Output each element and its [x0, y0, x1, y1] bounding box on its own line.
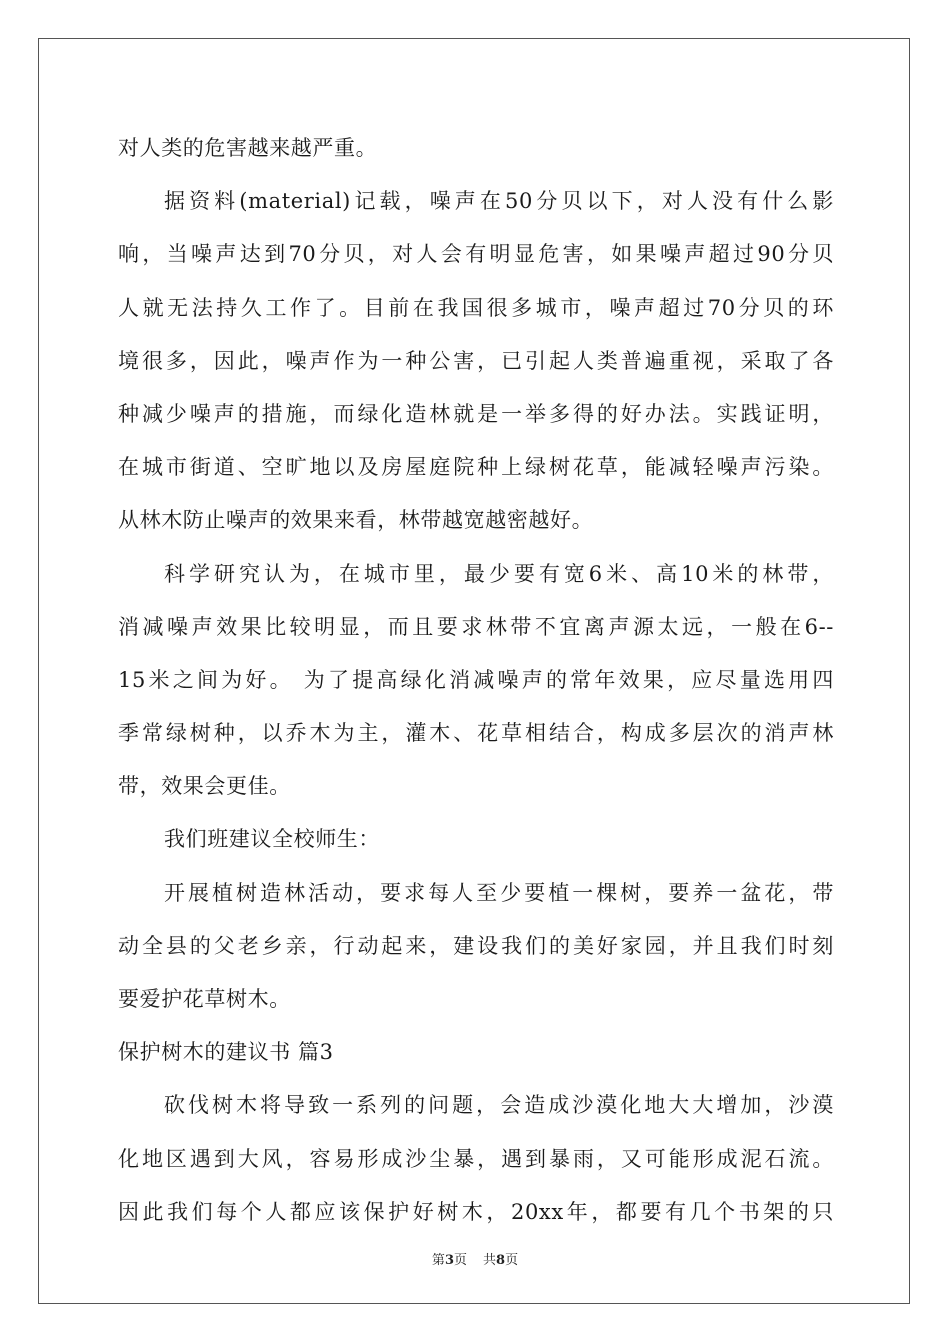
text-line: 从林木防止噪声的效果来看，林带越宽越密越好。: [118, 508, 594, 533]
text-line: 科学研究认为，在城市里，最少要有宽6米、高10米的林带，: [164, 561, 834, 586]
page-label-prefix: 第: [431, 1253, 445, 1268]
text-line: 动全县的父老乡亲，行动起来，建设我们的美好家园，并且我们时刻: [118, 933, 834, 958]
text-line: 据资料(material)记载，噪声在50分贝以下，对人没有什么影: [164, 189, 834, 214]
text-line: 要爱护花草树木。: [118, 987, 291, 1011]
text-line: 15米之间为好。 为了提高绿化消减噪声的常年效果，应尽量选用四: [118, 667, 834, 692]
text-line: 响，当噪声达到70分贝，对人会有明显危害，如果噪声超过90分贝: [118, 242, 834, 267]
page-label-suffix: 页: [453, 1253, 467, 1268]
text-line: 开展植树造林活动，要求每人至少要植一棵树，要养一盆花，带: [164, 880, 834, 905]
text-line: 季常绿树种，以乔木为主，灌木、花草相结合，构成多层次的消声林: [118, 721, 834, 746]
page-footer: [0, 1249, 950, 1268]
text-line: 种减少噪声的措施，而绿化造林就是一举多得的好办法。实践证明，: [118, 401, 834, 426]
text-line: 因此我们每个人都应该保护好树木，20xx年，都要有几个书架的只: [118, 1199, 834, 1224]
text-line: 消减噪声效果比较明显，而且要求林带不宜离声源太远，一般在6--: [118, 614, 834, 639]
text-line: 砍伐树木将导致一系列的问题，会造成沙漠化地大大增加，沙漠: [164, 1093, 834, 1118]
text-line: 人就无法持久工作了。目前在我国很多城市，噪声超过70分贝的环: [118, 295, 834, 320]
total-label-suffix: 页: [505, 1253, 519, 1268]
page-current: 3: [444, 1253, 454, 1268]
text-line: 对人类的危害越来越严重。: [118, 136, 378, 160]
text-line: 境很多，因此，噪声作为一种公害，已引起人类普遍重视，采取了各: [118, 348, 834, 373]
page-total: 8: [496, 1253, 506, 1268]
text-line: 化地区遇到大风，容易形成沙尘暴，遇到暴雨，又可能形成泥石流。: [118, 1146, 834, 1171]
text-line: 带，效果会更佳。: [118, 774, 291, 799]
section-heading: 保护树木的建议书 篇3: [118, 1040, 334, 1065]
text-line: 在城市街道、空旷地以及房屋庭院种上绿树花草，能减轻噪声污染。: [118, 455, 834, 480]
total-label-prefix: 共: [483, 1253, 497, 1268]
text-line: 我们班建议全校师生：: [164, 827, 380, 852]
document-body: [118, 122, 834, 1239]
